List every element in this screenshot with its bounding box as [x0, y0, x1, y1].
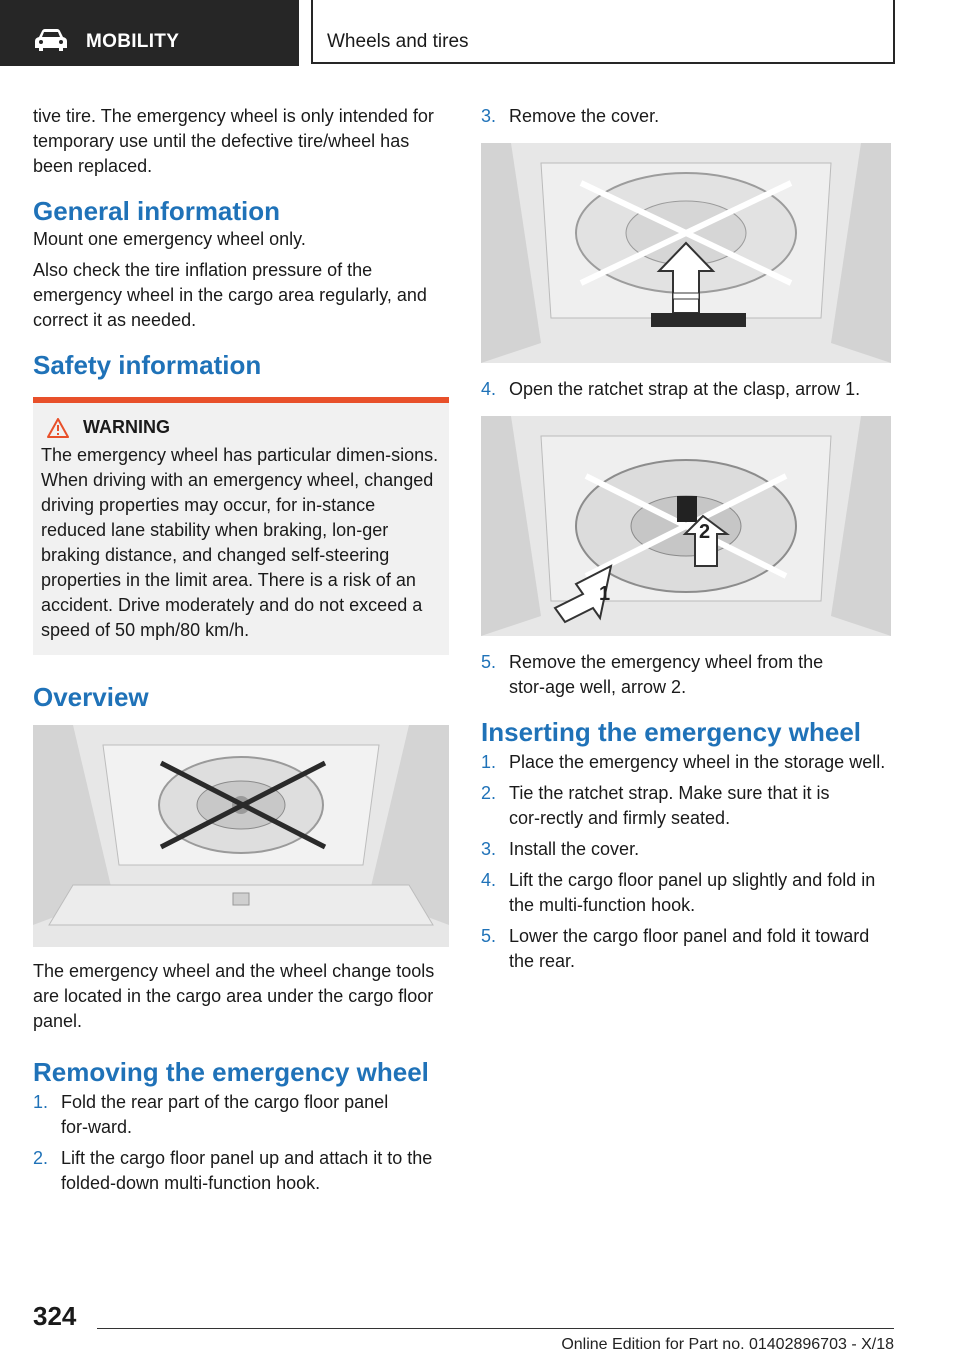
step-text: Install the cover. — [509, 839, 640, 859]
edition-text: Online Edition for Part no. 01402896703 - X/18 — [561, 1336, 894, 1353]
page-header — [0, 0, 960, 66]
warning-icon — [47, 418, 69, 438]
step-text: Fold the rear part of the cargo floor panel for‑ward. — [61, 1092, 389, 1137]
step-number: 3. — [481, 106, 497, 126]
step-text: Tie the ratchet strap. Make sure that it is cor‑rectly and firmly seated. — [509, 783, 830, 828]
list-item — [481, 781, 891, 831]
overview-image — [33, 725, 449, 947]
inserting-steps-list — [481, 750, 891, 974]
strap-illustration — [481, 416, 891, 636]
cover-illustration — [481, 143, 891, 363]
step-number: 1. — [481, 752, 497, 772]
step-number: 4. — [481, 870, 497, 890]
step-number: 4. — [481, 379, 497, 399]
step4-list — [481, 377, 891, 402]
footer-divider — [97, 1328, 894, 1329]
overview-text: The emergency wheel and the wheel change tools are located in the cargo area under the cargo floor panel. — [33, 961, 435, 1031]
list-item — [481, 868, 891, 918]
list-item — [481, 650, 891, 700]
section-tab[interactable] — [0, 0, 299, 66]
removing-steps-list — [33, 1090, 449, 1196]
overview-heading: Overview — [33, 682, 149, 712]
section-label: MOBILITY — [86, 31, 180, 52]
page-number: 324 — [33, 1301, 77, 1331]
inserting-heading: Inserting the emergency wheel — [481, 717, 862, 747]
list-item — [481, 924, 891, 974]
general-info-p2: Also check the tire inflation pressure of the emergency wheel in the cargo area regularly, and correct it as needed. — [33, 260, 427, 330]
cargo-area-illustration — [33, 725, 449, 947]
arrow-1-label: 1 — [599, 583, 611, 605]
removing-steps-continued — [481, 104, 891, 129]
removing-heading: Removing the emergency wheel — [33, 1057, 429, 1087]
step-number: 2. — [481, 783, 497, 803]
warning-box — [33, 397, 449, 655]
step-text: Place the emergency wheel in the storage well. — [509, 752, 886, 772]
car-icon — [34, 28, 68, 52]
list-item — [481, 377, 891, 402]
general-info-heading: General information — [33, 196, 281, 226]
list-item — [33, 1090, 449, 1140]
step-text: Lower the cargo floor panel and fold it toward the rear. — [509, 926, 870, 971]
chapter-tab — [311, 0, 895, 64]
intro-text: tive tire. The emergency wheel is only intended for temporary use until the defective tire/wheel has been replaced. — [33, 106, 434, 176]
step-number: 3. — [481, 839, 497, 859]
safety-info-heading: Safety information — [33, 350, 262, 380]
ratchet-strap-image — [481, 416, 891, 636]
chapter-title: Wheels and tires — [327, 31, 469, 52]
step-text: Remove the cover. — [509, 106, 660, 126]
left-column — [33, 104, 449, 1202]
step-text: Open the ratchet strap at the clasp, arrow 1. — [509, 379, 861, 399]
step-number: 5. — [481, 926, 497, 946]
step-number: 5. — [481, 652, 497, 672]
step-text: Lift the cargo floor panel up slightly and fold in the multi-function hook. — [509, 870, 876, 915]
list-item — [33, 1146, 449, 1196]
general-info-p1: Mount one emergency wheel only. — [33, 229, 306, 249]
step-number: 2. — [33, 1148, 49, 1168]
warning-text: The emergency wheel has particular dimen‑sions. When driving with an emergency wheel, changed driving properties may occur, for in‑stance reduced lane stability when braking, lon‑ger braking distance, and changed self‑steering properties in the limit area. There is a risk of an accident. Drive moderately and do not exceed a speed of 50 mph/80 km/h. — [41, 445, 439, 640]
list-item — [481, 750, 891, 775]
warning-label: WARNING — [83, 417, 170, 437]
list-item — [481, 837, 891, 862]
step-text: Remove the emergency wheel from the stor‑age well, arrow 2. — [509, 652, 824, 697]
list-item — [481, 104, 891, 129]
step-text: Lift the cargo floor panel up and attach it to the folded-down multi-function hook. — [61, 1148, 433, 1193]
remove-cover-image — [481, 143, 891, 363]
arrow-2-label: 2 — [699, 521, 711, 543]
step5-list — [481, 650, 891, 700]
right-column — [481, 104, 891, 980]
warning-title — [41, 417, 441, 438]
step-number: 1. — [33, 1092, 49, 1112]
